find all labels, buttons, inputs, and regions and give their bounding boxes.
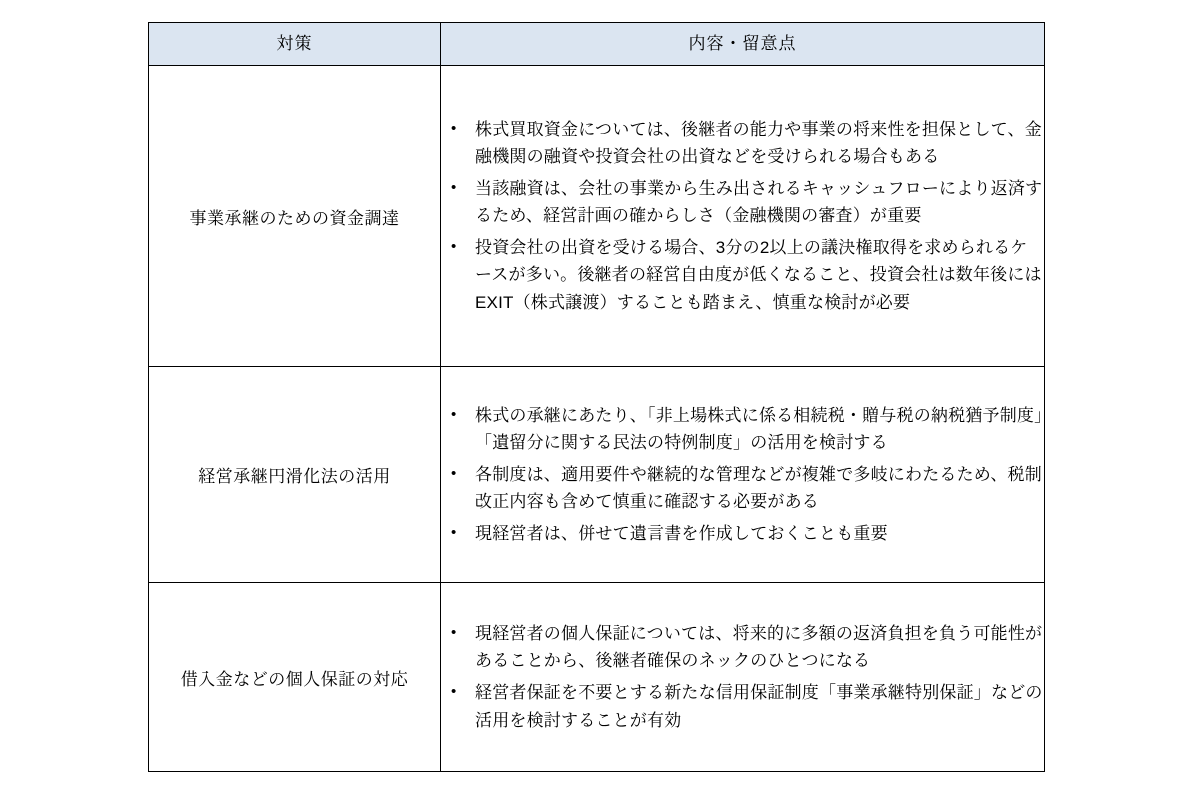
- table-row: [149, 583, 1045, 772]
- bullet-list: [441, 620, 1044, 734]
- table-body: [149, 66, 1045, 772]
- table-header: [149, 23, 1045, 66]
- list-item: • 投資会社の出資を受ける場合、3分の2以上の議決権取得を求められるケースが多い。後継者の経営自由度が低くなること、投資会社は数年後にはEXIT（株式譲渡）することも踏まえ、慎重な検討が必要: [441, 234, 1044, 317]
- list-item: • 経営者保証を不要とする新たな信用保証制度「事業承継特別保証」などの活用を検討することが有効: [441, 679, 1044, 734]
- measures-table: [148, 22, 1045, 772]
- measures-table-container: [148, 22, 1044, 772]
- measure-title-law: 経営承継円滑化法の活用: [149, 367, 441, 583]
- list-item: • 現経営者の個人保証については、将来的に多額の返済負担を負う可能性があることから、後継者確保のネックのひとつになる: [441, 620, 1044, 675]
- list-item: • 株式の承継にあたり、「非上場株式に係る相続税・贈与税の納税猶予制度」「遺留分に関する民法の特例制度」の活用を検討する: [441, 402, 1044, 457]
- table-row: [149, 66, 1045, 367]
- measure-title-funding: 事業承継のための資金調達: [149, 66, 441, 367]
- list-item: • 株式買取資金については、後継者の能力や事業の将来性を担保として、金融機関の融資や投資会社の出資などを受けられる場合もある: [441, 116, 1044, 171]
- bullet-list: [441, 402, 1044, 548]
- table-row: [149, 367, 1045, 583]
- measure-title-guarantee: 借入金などの個人保証の対応: [149, 583, 441, 772]
- table-header-row: [149, 23, 1045, 66]
- measure-details-law: [441, 367, 1045, 583]
- list-item: • 現経営者は、併せて遺言書を作成しておくことも重要: [441, 520, 1044, 548]
- column-header-measure: 対策: [149, 23, 441, 66]
- column-header-details: 内容・留意点: [441, 23, 1045, 66]
- list-item: • 各制度は、適用要件や継続的な管理などが複雑で多岐にわたるため、税制改正内容も含めて慎重に確認する必要がある: [441, 461, 1044, 516]
- measure-details-guarantee: [441, 583, 1045, 772]
- bullet-list: [441, 116, 1044, 317]
- list-item: • 当該融資は、会社の事業から生み出されるキャッシュフローにより返済するため、経営計画の確からしさ（金融機関の審査）が重要: [441, 175, 1044, 230]
- measure-details-funding: [441, 66, 1045, 367]
